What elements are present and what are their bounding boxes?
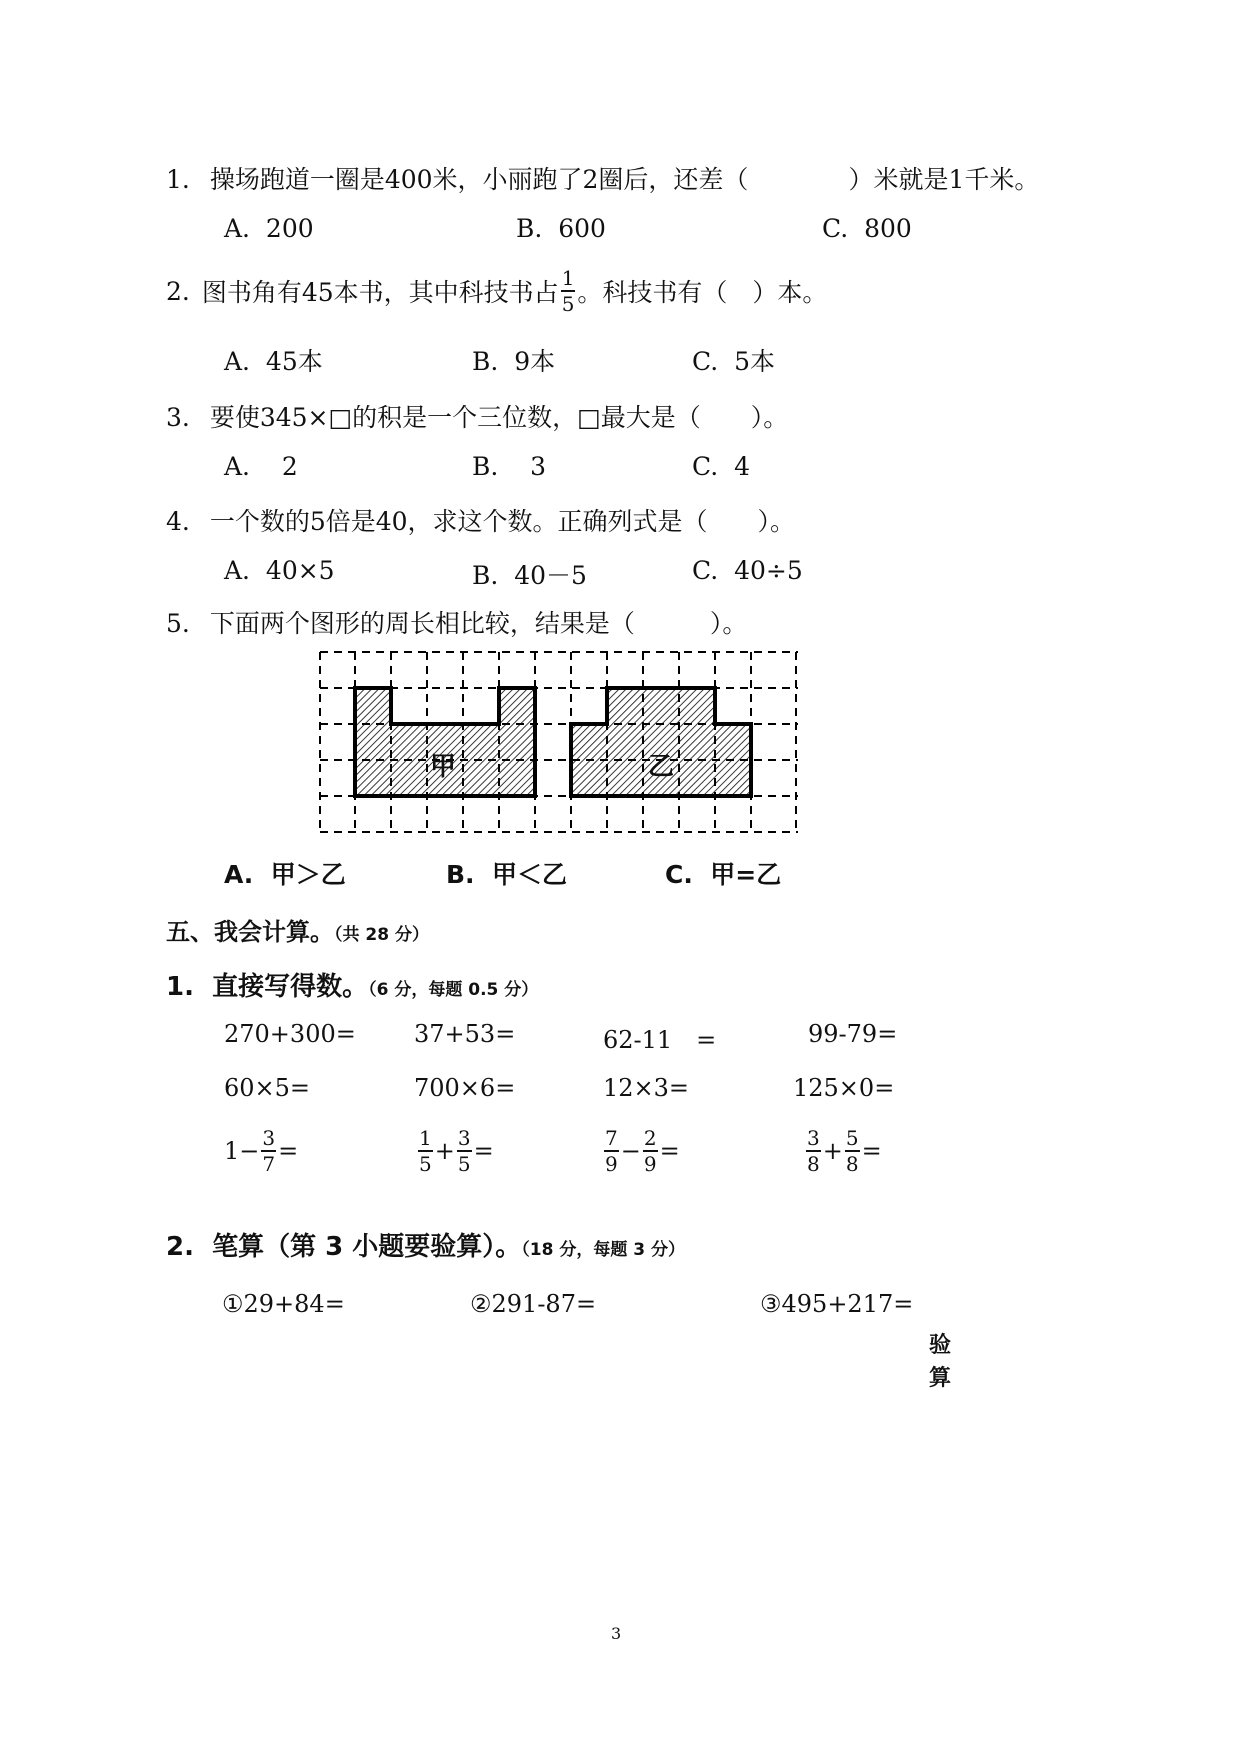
calc-item: 62-11 = (603, 1026, 717, 1054)
q5-option-c[interactable]: C. 甲=乙 (665, 860, 782, 889)
fraction-calc-item: $\frac{3}{8}$ + $\frac{5}{8}$ = (807, 1126, 882, 1176)
calc-item: 12×3= (603, 1074, 690, 1102)
calc-item: 125×0= (793, 1074, 895, 1102)
written-calc-3: ③495+217= (760, 1290, 914, 1318)
question-number: 4. (166, 507, 190, 536)
question-2 (166, 268, 827, 314)
fraction: $\frac{1}{5}$ (561, 266, 575, 316)
question-number: 1. (166, 165, 190, 194)
question-text-tail: 。科技书有（ ）本。 (577, 278, 828, 307)
q2-option-b[interactable]: B. 9本 (472, 347, 556, 376)
shape-a-label: 甲 (430, 752, 457, 782)
fraction-calc-item: 1− $\frac{3}{7}$ = (224, 1126, 299, 1176)
page-number: 3 (611, 1624, 622, 1643)
check-label-1: 验 (929, 1333, 952, 1358)
calc-item: 99-79= (808, 1020, 898, 1048)
q5-option-a[interactable]: A. 甲＞乙 (224, 860, 346, 889)
q1-option-c[interactable]: C. 800 (822, 214, 912, 243)
q4-option-c[interactable]: C. 40÷5 (692, 556, 803, 585)
written-calc-1: ①29+84= (222, 1290, 345, 1318)
question-3 (166, 398, 788, 434)
q1-option-b[interactable]: B. 600 (516, 214, 606, 243)
question-text: 下面两个图形的周长相比较，结果是（ ）。 (209, 609, 748, 638)
question-1 (166, 160, 1039, 196)
question-text: 图书角有45本书，其中科技书占 (201, 278, 559, 307)
check-label-2: 算 (929, 1366, 952, 1391)
question-text: 一个数的5倍是40，求这个数。正确列式是（ ）。 (209, 507, 796, 536)
q3-option-a[interactable]: A. 2 (224, 452, 298, 481)
calc-item: 37+53= (414, 1020, 516, 1048)
q2-option-a[interactable]: A. 45本 (224, 347, 323, 376)
q4-option-b[interactable]: B. 40－5 (472, 561, 587, 590)
question-text: 操场跑道一圈是400米，小丽跑了2圈后，还差（ ）米就是1千米。 (209, 165, 1040, 194)
q2-option-c[interactable]: C. 5本 (692, 347, 775, 376)
written-calc-2: ②291-87= (470, 1290, 597, 1318)
question-number: 5. (166, 609, 190, 638)
fraction-calc-item: $\frac{1}{5}$ + $\frac{3}{5}$ = (419, 1126, 494, 1176)
fraction-calc-item: $\frac{7}{9}$ − $\frac{2}{9}$ = (605, 1126, 680, 1176)
question-number: 2. (166, 276, 190, 306)
q1-option-a[interactable]: A. 200 (224, 214, 314, 243)
shape-b-label: 乙 (648, 752, 675, 782)
question-text: 要使345×□的积是一个三位数，□最大是（ ）。 (209, 403, 789, 432)
part2-heading: 2. 笔算（第 3 小题要验算）。（18 分，每题 3 分） (166, 1232, 686, 1262)
question-4 (166, 502, 795, 538)
section-heading: 五、我会计算。（共 28 分） (166, 918, 429, 946)
calc-item: 60×5= (224, 1074, 311, 1102)
q4-option-a[interactable]: A. 40×5 (224, 556, 335, 585)
q3-option-b[interactable]: B. 3 (472, 452, 547, 481)
question-5 (166, 604, 747, 640)
calc-item: 700×6= (414, 1074, 516, 1102)
q3-option-c[interactable]: C. 4 (692, 452, 750, 481)
perimeter-comparison-figure (318, 650, 834, 834)
q5-option-b[interactable]: B. 甲＜乙 (446, 860, 567, 889)
calc-item: 270+300= (224, 1020, 356, 1048)
question-number: 3. (166, 403, 190, 432)
part1-heading: 1. 直接写得数。（6 分，每题 0.5 分） (166, 972, 539, 1002)
